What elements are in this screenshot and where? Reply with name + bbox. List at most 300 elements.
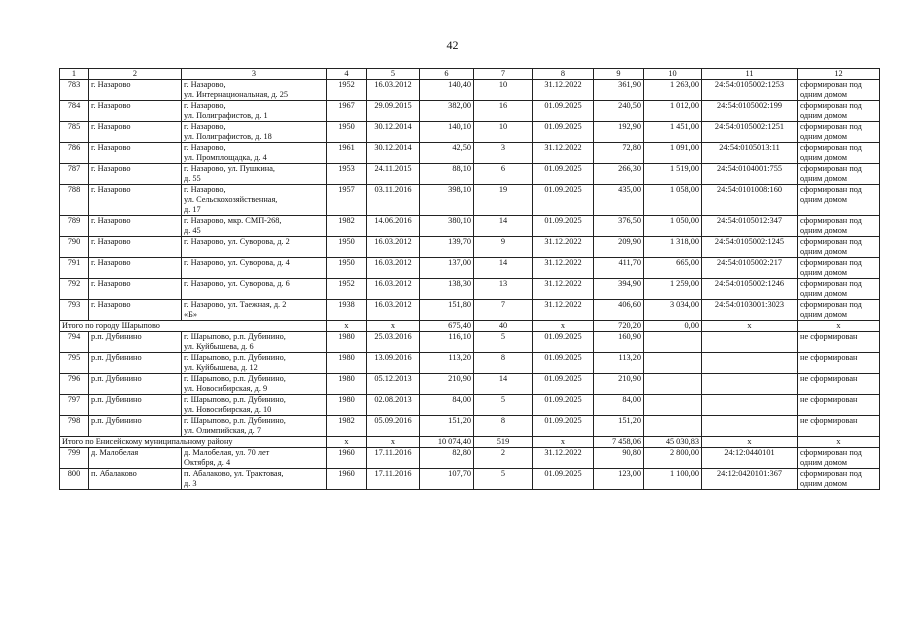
cell-value-10: 2 800,00 bbox=[644, 448, 702, 469]
cell-count: 9 bbox=[474, 237, 533, 258]
cell-year: 1957 bbox=[327, 185, 367, 216]
cell-plan-date: 31.12.2022 bbox=[533, 237, 594, 258]
cell-date: x bbox=[367, 321, 420, 332]
cell-line: сформирован под bbox=[800, 237, 862, 246]
cell-date: 16.03.2012 bbox=[367, 80, 420, 101]
cell-status bbox=[798, 416, 880, 437]
cell-value-9: 113,20 bbox=[594, 353, 644, 374]
cell-value-9: 160,90 bbox=[594, 332, 644, 353]
column-header: 6 bbox=[420, 69, 474, 80]
cell-number: 791 bbox=[60, 258, 89, 279]
cell-date: 24.11.2015 bbox=[367, 164, 420, 185]
cell-year: 1952 bbox=[327, 279, 367, 300]
cell-date: 16.03.2012 bbox=[367, 279, 420, 300]
cell-line: одним домом bbox=[800, 195, 848, 204]
cell-cadastral: 24:54:0105002:1246 bbox=[702, 279, 798, 300]
cell-cadastral: x bbox=[702, 321, 798, 332]
cell-address bbox=[182, 416, 327, 437]
cell-address bbox=[182, 122, 327, 143]
cell-line: д. 55 bbox=[184, 174, 201, 183]
cell-value-10: 1 058,00 bbox=[644, 185, 702, 216]
column-header: 7 bbox=[474, 69, 533, 80]
cell-status bbox=[798, 185, 880, 216]
cell-cadastral: 24:54:0105002:199 bbox=[702, 101, 798, 122]
cell-area: 107,70 bbox=[420, 469, 474, 490]
cell-value-9: 361,90 bbox=[594, 80, 644, 101]
cell-value-10 bbox=[644, 332, 702, 353]
cell-count: 8 bbox=[474, 416, 533, 437]
cell-area: 380,10 bbox=[420, 216, 474, 237]
cell-value-9: 266,30 bbox=[594, 164, 644, 185]
cell-year: 1952 bbox=[327, 80, 367, 101]
cell-date: 29.09.2015 bbox=[367, 101, 420, 122]
cell-value-10: 665,00 bbox=[644, 258, 702, 279]
housing-register-table bbox=[59, 68, 880, 490]
cell-number: 792 bbox=[60, 279, 89, 300]
cell-line: не сформирован bbox=[800, 353, 858, 362]
column-header: 11 bbox=[702, 69, 798, 80]
cell-line: не сформирован bbox=[800, 395, 858, 404]
cell-line: г. Шарыпово, р.п. Дубинино, bbox=[184, 374, 286, 383]
table-row bbox=[60, 374, 880, 395]
cell-year: 1950 bbox=[327, 122, 367, 143]
cell-count: 40 bbox=[474, 321, 533, 332]
cell-line: г. Назарово, ул. Суворова, д. 4 bbox=[184, 258, 290, 267]
cell-plan-date: 31.12.2022 bbox=[533, 448, 594, 469]
cell-line: д. 45 bbox=[184, 226, 201, 235]
cell-line: сформирован под bbox=[800, 469, 862, 478]
cell-count: 519 bbox=[474, 437, 533, 448]
cell-line: одним домом bbox=[800, 132, 848, 141]
cell-line: одним домом bbox=[800, 310, 848, 319]
cell-line: г. Назарово, ул. Пушкина, bbox=[184, 164, 275, 173]
column-header: 4 bbox=[327, 69, 367, 80]
table-row bbox=[60, 300, 880, 321]
cell-status bbox=[798, 300, 880, 321]
cell-plan-date: 01.09.2025 bbox=[533, 101, 594, 122]
cell-value-10 bbox=[644, 374, 702, 395]
cell-address bbox=[182, 237, 327, 258]
cell-number: 797 bbox=[60, 395, 89, 416]
cell-cadastral bbox=[702, 395, 798, 416]
table-row bbox=[60, 185, 880, 216]
cell-area: 116,10 bbox=[420, 332, 474, 353]
cell-date: 17.11.2016 bbox=[367, 469, 420, 490]
cell-plan-date: 31.12.2022 bbox=[533, 258, 594, 279]
cell-line: не сформирован bbox=[800, 332, 858, 341]
cell-address bbox=[182, 395, 327, 416]
cell-plan-date: 01.09.2025 bbox=[533, 395, 594, 416]
cell-locality: г. Назарово bbox=[89, 216, 182, 237]
cell-count: 10 bbox=[474, 122, 533, 143]
cell-date: 17.11.2016 bbox=[367, 448, 420, 469]
cell-address bbox=[182, 164, 327, 185]
cell-line: ул. Полиграфистов, д. 18 bbox=[184, 132, 272, 141]
cell-value-10 bbox=[644, 353, 702, 374]
cell-line: ул. Новосибирская, д. 9 bbox=[184, 384, 268, 393]
cell-plan-date: 01.09.2025 bbox=[533, 374, 594, 395]
cell-value-10 bbox=[644, 395, 702, 416]
cell-locality: г. Назарово bbox=[89, 164, 182, 185]
cell-value-10: 1 263,00 bbox=[644, 80, 702, 101]
cell-line: сформирован под bbox=[800, 300, 862, 309]
cell-locality: г. Назарово bbox=[89, 258, 182, 279]
cell-locality: г. Назарово bbox=[89, 279, 182, 300]
table-row bbox=[60, 469, 880, 490]
cell-cadastral: 24:54:0104001:755 bbox=[702, 164, 798, 185]
cell-locality: р.п. Дубинино bbox=[89, 374, 182, 395]
cell-plan-date: 01.09.2025 bbox=[533, 216, 594, 237]
cell-line: д. 3 bbox=[184, 479, 197, 488]
cell-value-10: 1 451,00 bbox=[644, 122, 702, 143]
cell-line: ул. Полиграфистов, д. 1 bbox=[184, 111, 268, 120]
cell-date: 16.03.2012 bbox=[367, 237, 420, 258]
cell-plan-date: 01.09.2025 bbox=[533, 353, 594, 374]
cell-area: 84,00 bbox=[420, 395, 474, 416]
cell-line: ул. Куйбышева, д. 12 bbox=[184, 363, 258, 372]
cell-line: сформирован под bbox=[800, 80, 862, 89]
cell-line: сформирован под bbox=[800, 258, 862, 267]
cell-area: 382,00 bbox=[420, 101, 474, 122]
cell-cadastral bbox=[702, 332, 798, 353]
cell-line: «Б» bbox=[184, 310, 198, 319]
cell-address bbox=[182, 353, 327, 374]
cell-cadastral: 24:54:0105002:1253 bbox=[702, 80, 798, 101]
cell-address bbox=[182, 300, 327, 321]
cell-area: 10 074,40 bbox=[420, 437, 474, 448]
cell-locality: г. Назарово bbox=[89, 143, 182, 164]
cell-line: одним домом bbox=[800, 458, 848, 467]
column-header: 12 bbox=[798, 69, 880, 80]
cell-line: одним домом bbox=[800, 268, 848, 277]
cell-plan-date: 01.09.2025 bbox=[533, 164, 594, 185]
column-number-header-row bbox=[60, 69, 880, 80]
cell-count: 5 bbox=[474, 469, 533, 490]
cell-value-10: 1 091,00 bbox=[644, 143, 702, 164]
cell-date: 03.11.2016 bbox=[367, 185, 420, 216]
cell-area: 139,70 bbox=[420, 237, 474, 258]
cell-count: 2 bbox=[474, 448, 533, 469]
cell-value-10: 0,00 bbox=[644, 321, 702, 332]
cell-locality: д. Малобелая bbox=[89, 448, 182, 469]
cell-locality: г. Назарово bbox=[89, 122, 182, 143]
cell-area: 137,00 bbox=[420, 258, 474, 279]
cell-count: 8 bbox=[474, 353, 533, 374]
column-header: 10 bbox=[644, 69, 702, 80]
cell-date: 13.09.2016 bbox=[367, 353, 420, 374]
cell-line: одним домом bbox=[800, 247, 848, 256]
cell-value-9: 123,00 bbox=[594, 469, 644, 490]
cell-status bbox=[798, 374, 880, 395]
cell-number: 783 bbox=[60, 80, 89, 101]
cell-value-10: 1 100,00 bbox=[644, 469, 702, 490]
cell-status bbox=[798, 80, 880, 101]
cell-status bbox=[798, 279, 880, 300]
cell-cadastral: 24:54:0105002:217 bbox=[702, 258, 798, 279]
cell-area: 42,50 bbox=[420, 143, 474, 164]
cell-count: 3 bbox=[474, 143, 533, 164]
column-header: 8 bbox=[533, 69, 594, 80]
cell-value-10: 45 030,83 bbox=[644, 437, 702, 448]
cell-number: 794 bbox=[60, 332, 89, 353]
cell-number: 789 bbox=[60, 216, 89, 237]
subtotal-label: Итого по Енисейскому муниципальному району bbox=[60, 437, 327, 448]
cell-value-9: 192,90 bbox=[594, 122, 644, 143]
cell-line: д. 17 bbox=[184, 205, 201, 214]
cell-line: сформирован под bbox=[800, 448, 862, 457]
table-row bbox=[60, 80, 880, 101]
cell-cadastral: 24:54:0105013:11 bbox=[702, 143, 798, 164]
cell-value-9: 72,80 bbox=[594, 143, 644, 164]
cell-line: одним домом bbox=[800, 226, 848, 235]
cell-line: сформирован под bbox=[800, 143, 862, 152]
cell-status bbox=[798, 216, 880, 237]
cell-count: 10 bbox=[474, 80, 533, 101]
cell-year: 1967 bbox=[327, 101, 367, 122]
cell-area: 140,40 bbox=[420, 80, 474, 101]
cell-number: 786 bbox=[60, 143, 89, 164]
cell-address bbox=[182, 101, 327, 122]
cell-status bbox=[798, 395, 880, 416]
cell-address bbox=[182, 374, 327, 395]
cell-year: 1980 bbox=[327, 374, 367, 395]
cell-line: одним домом bbox=[800, 111, 848, 120]
cell-line: сформирован под bbox=[800, 164, 862, 173]
cell-line: сформирован под bbox=[800, 101, 862, 110]
cell-line: п. Абалаково, ул. Трактовая, bbox=[184, 469, 284, 478]
cell-year: 1980 bbox=[327, 353, 367, 374]
cell-cadastral: 24:54:0103001:3023 bbox=[702, 300, 798, 321]
cell-address bbox=[182, 469, 327, 490]
cell-value-10: 1 012,00 bbox=[644, 101, 702, 122]
cell-line: д. Малобелая, ул. 70 лет bbox=[184, 448, 270, 457]
cell-number: 800 bbox=[60, 469, 89, 490]
cell-year: 1938 bbox=[327, 300, 367, 321]
cell-value-10: 1 519,00 bbox=[644, 164, 702, 185]
cell-locality: г. Назарово bbox=[89, 300, 182, 321]
table-row bbox=[60, 164, 880, 185]
cell-year: x bbox=[327, 321, 367, 332]
cell-plan-date: 01.09.2025 bbox=[533, 416, 594, 437]
cell-line: г. Шарыпово, р.п. Дубинино, bbox=[184, 395, 286, 404]
cell-date: 16.03.2012 bbox=[367, 258, 420, 279]
cell-status bbox=[798, 437, 880, 448]
cell-line: x bbox=[836, 437, 841, 446]
cell-locality: р.п. Дубинино bbox=[89, 353, 182, 374]
cell-count: 14 bbox=[474, 374, 533, 395]
cell-line: ул. Сельскохозяйственная, bbox=[184, 195, 278, 204]
cell-number: 785 bbox=[60, 122, 89, 143]
cell-date: 02.08.2013 bbox=[367, 395, 420, 416]
cell-year: 1982 bbox=[327, 216, 367, 237]
cell-year: 1950 bbox=[327, 237, 367, 258]
cell-value-10 bbox=[644, 416, 702, 437]
cell-year: 1953 bbox=[327, 164, 367, 185]
cell-number: 795 bbox=[60, 353, 89, 374]
cell-date: 14.06.2016 bbox=[367, 216, 420, 237]
page-number: 42 bbox=[446, 38, 459, 52]
cell-year: 1961 bbox=[327, 143, 367, 164]
column-header: 5 bbox=[367, 69, 420, 80]
table-row bbox=[60, 448, 880, 469]
cell-line: не сформирован bbox=[800, 416, 858, 425]
cell-plan-date: 01.09.2025 bbox=[533, 469, 594, 490]
cell-line: г. Назарово, bbox=[184, 122, 226, 131]
cell-value-9: 209,90 bbox=[594, 237, 644, 258]
cell-plan-date: 31.12.2022 bbox=[533, 279, 594, 300]
cell-area: 210,90 bbox=[420, 374, 474, 395]
cell-year: 1980 bbox=[327, 395, 367, 416]
cell-plan-date: x bbox=[533, 321, 594, 332]
cell-value-9: 240,50 bbox=[594, 101, 644, 122]
cell-status bbox=[798, 164, 880, 185]
cell-date: 05.09.2016 bbox=[367, 416, 420, 437]
cell-address bbox=[182, 216, 327, 237]
cell-line: ул. Куйбышева, д. 6 bbox=[184, 342, 254, 351]
cell-plan-date: 01.09.2025 bbox=[533, 122, 594, 143]
cell-line: одним домом bbox=[800, 90, 848, 99]
cell-year: 1980 bbox=[327, 332, 367, 353]
cell-value-9: 376,50 bbox=[594, 216, 644, 237]
cell-year: 1982 bbox=[327, 416, 367, 437]
cell-date: 30.12.2014 bbox=[367, 143, 420, 164]
cell-status bbox=[798, 321, 880, 332]
cell-number: 798 bbox=[60, 416, 89, 437]
cell-line: ул. Интернациональная, д. 25 bbox=[184, 90, 288, 99]
cell-value-9: 411,70 bbox=[594, 258, 644, 279]
cell-line: одним домом bbox=[800, 174, 848, 183]
table-row bbox=[60, 237, 880, 258]
cell-locality: р.п. Дубинино bbox=[89, 395, 182, 416]
cell-date: x bbox=[367, 437, 420, 448]
cell-value-9: 7 458,06 bbox=[594, 437, 644, 448]
cell-locality: г. Назарово bbox=[89, 80, 182, 101]
cell-value-9: 210,90 bbox=[594, 374, 644, 395]
cell-line: г. Назарово, bbox=[184, 143, 226, 152]
cell-cadastral: 24:54:0105002:1245 bbox=[702, 237, 798, 258]
cell-value-9: 90,80 bbox=[594, 448, 644, 469]
cell-line: x bbox=[836, 321, 841, 330]
table-row bbox=[60, 101, 880, 122]
cell-line: г. Назарово, bbox=[184, 80, 226, 89]
cell-line: г. Назарово, мкр. СМП-268, bbox=[184, 216, 282, 225]
cell-line: г. Шарыпово, р.п. Дубинино, bbox=[184, 416, 286, 425]
cell-line: ул. Промплощадка, д. 4 bbox=[184, 153, 267, 162]
cell-value-9: 84,00 bbox=[594, 395, 644, 416]
cell-line: одним домом bbox=[800, 289, 848, 298]
cell-address bbox=[182, 80, 327, 101]
cell-value-9: 394,90 bbox=[594, 279, 644, 300]
column-header: 1 bbox=[60, 69, 89, 80]
cell-cadastral: 24:54:0101008:160 bbox=[702, 185, 798, 216]
cell-value-9: 720,20 bbox=[594, 321, 644, 332]
cell-year: x bbox=[327, 437, 367, 448]
subtotal-label: Итого по городу Шарыпово bbox=[60, 321, 327, 332]
cell-line: ул. Олимпийская, д. 7 bbox=[184, 426, 261, 435]
cell-locality: р.п. Дубинино bbox=[89, 332, 182, 353]
cell-cadastral: x bbox=[702, 437, 798, 448]
cell-line: г. Назарово, bbox=[184, 101, 226, 110]
table-row bbox=[60, 122, 880, 143]
cell-status bbox=[798, 353, 880, 374]
cell-line: сформирован под bbox=[800, 185, 862, 194]
cell-count: 16 bbox=[474, 101, 533, 122]
cell-status bbox=[798, 332, 880, 353]
cell-area: 151,80 bbox=[420, 300, 474, 321]
cell-number: 787 bbox=[60, 164, 89, 185]
cell-cadastral: 24:54:0105002:1251 bbox=[702, 122, 798, 143]
table-row bbox=[60, 279, 880, 300]
cell-count: 19 bbox=[474, 185, 533, 216]
cell-date: 25.03.2016 bbox=[367, 332, 420, 353]
cell-plan-date: 31.12.2022 bbox=[533, 143, 594, 164]
cell-locality: п. Абалаково bbox=[89, 469, 182, 490]
cell-number: 790 bbox=[60, 237, 89, 258]
cell-status bbox=[798, 448, 880, 469]
cell-line: г. Назарово, ул. Суворова, д. 2 bbox=[184, 237, 290, 246]
cell-number: 796 bbox=[60, 374, 89, 395]
cell-number: 793 bbox=[60, 300, 89, 321]
cell-number: 799 bbox=[60, 448, 89, 469]
cell-line: одним домом bbox=[800, 479, 848, 488]
cell-status bbox=[798, 237, 880, 258]
column-header: 3 bbox=[182, 69, 327, 80]
cell-cadastral bbox=[702, 353, 798, 374]
table-row bbox=[60, 143, 880, 164]
table-row bbox=[60, 332, 880, 353]
column-header: 9 bbox=[594, 69, 644, 80]
cell-count: 5 bbox=[474, 395, 533, 416]
cell-value-10: 1 050,00 bbox=[644, 216, 702, 237]
cell-area: 398,10 bbox=[420, 185, 474, 216]
cell-area: 140,10 bbox=[420, 122, 474, 143]
cell-area: 82,80 bbox=[420, 448, 474, 469]
cell-address bbox=[182, 332, 327, 353]
cell-line: одним домом bbox=[800, 153, 848, 162]
cell-date: 16.03.2012 bbox=[367, 300, 420, 321]
cell-address bbox=[182, 185, 327, 216]
cell-area: 113,20 bbox=[420, 353, 474, 374]
cell-line: ул. Новосибирская, д. 10 bbox=[184, 405, 272, 414]
cell-area: 675,40 bbox=[420, 321, 474, 332]
table-row bbox=[60, 216, 880, 237]
cell-number: 788 bbox=[60, 185, 89, 216]
cell-line: г. Назарово, ул. Таежная, д. 2 bbox=[184, 300, 287, 309]
cell-status bbox=[798, 469, 880, 490]
cell-number: 784 bbox=[60, 101, 89, 122]
cell-locality: р.п. Дубинино bbox=[89, 416, 182, 437]
cell-cadastral: 24:54:0105012:347 bbox=[702, 216, 798, 237]
cell-cadastral: 24:12:0420101:367 bbox=[702, 469, 798, 490]
cell-year: 1960 bbox=[327, 469, 367, 490]
cell-status bbox=[798, 258, 880, 279]
cell-count: 7 bbox=[474, 300, 533, 321]
cell-line: сформирован под bbox=[800, 122, 862, 131]
cell-area: 138,30 bbox=[420, 279, 474, 300]
table-row bbox=[60, 258, 880, 279]
cell-count: 13 bbox=[474, 279, 533, 300]
subtotal-row bbox=[60, 437, 880, 448]
cell-plan-date: 31.12.2022 bbox=[533, 300, 594, 321]
cell-year: 1950 bbox=[327, 258, 367, 279]
cell-line: г. Шарыпово, р.п. Дубинино, bbox=[184, 332, 286, 341]
cell-value-9: 435,00 bbox=[594, 185, 644, 216]
cell-cadastral bbox=[702, 416, 798, 437]
cell-plan-date: 31.12.2022 bbox=[533, 80, 594, 101]
cell-value-10: 1 259,00 bbox=[644, 279, 702, 300]
table-row bbox=[60, 353, 880, 374]
cell-plan-date: 01.09.2025 bbox=[533, 185, 594, 216]
